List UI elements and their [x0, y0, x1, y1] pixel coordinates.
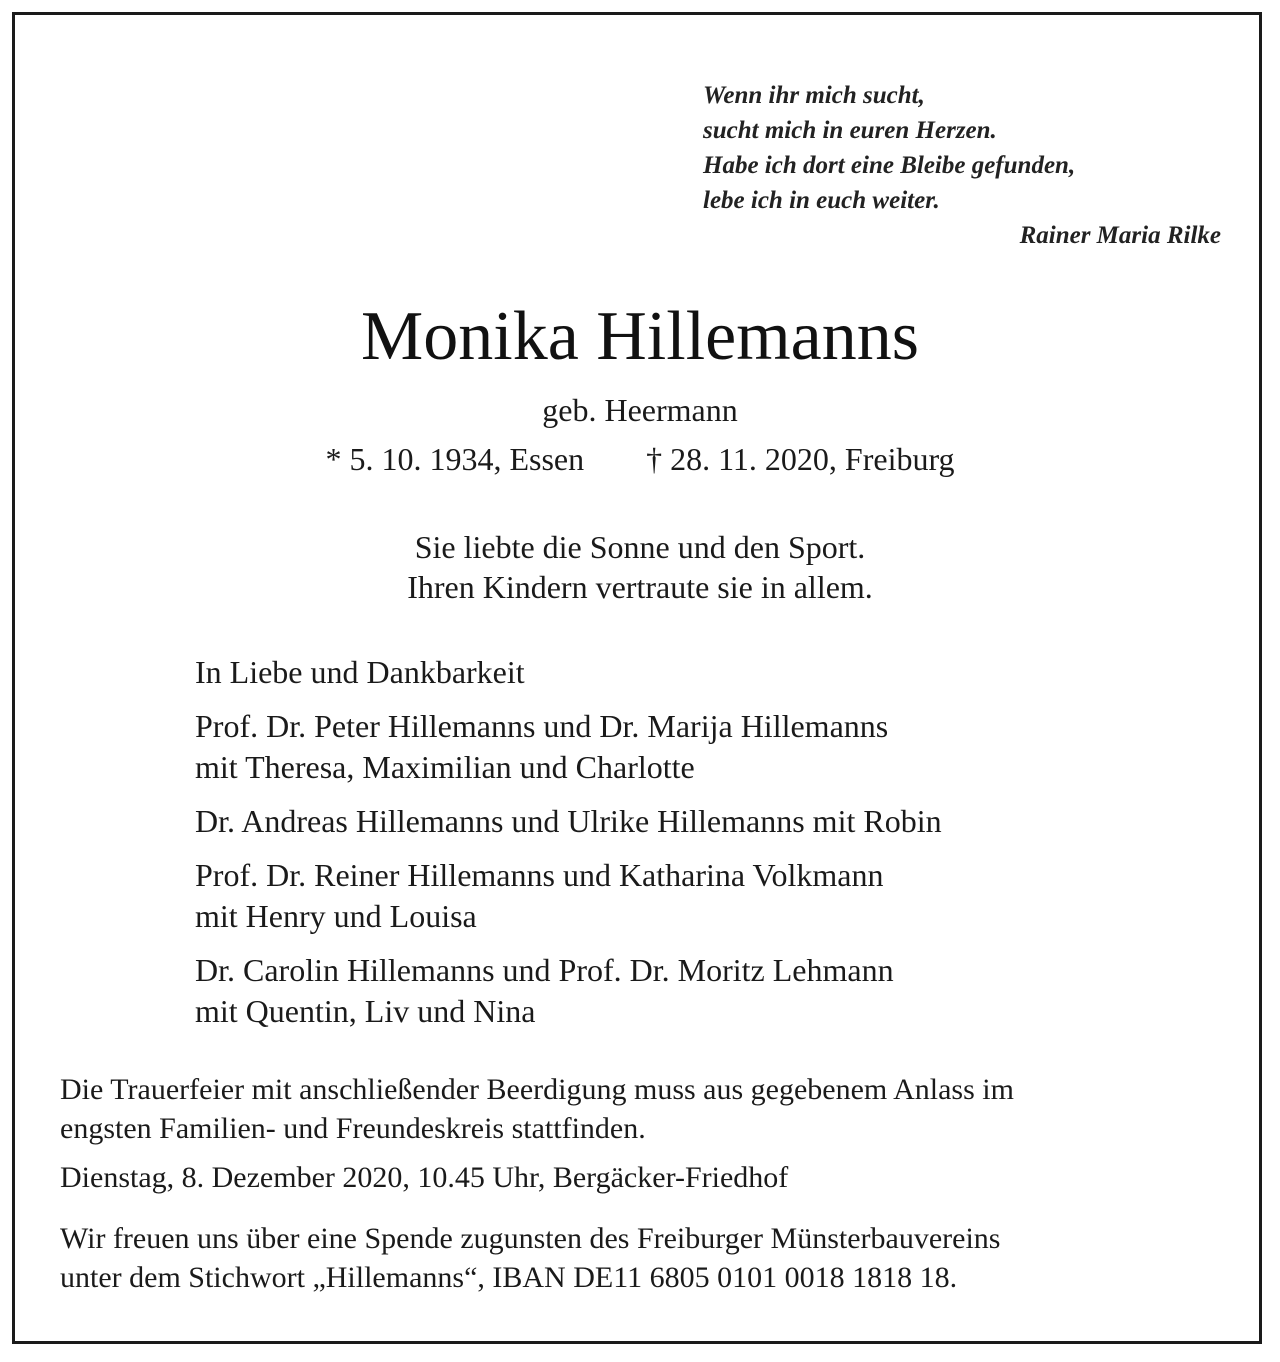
donation-line: Wir freuen uns über eine Spende zugunsten des Freiburger Münsterbauvereins — [60, 1222, 1001, 1255]
poem-line: sucht mich in euren Herzen. — [703, 117, 997, 144]
tagline — [0, 527, 1280, 607]
date-place-line: Dienstag, 8. Dezember 2020, 10.45 Uhr, Bergäcker-Friedhof — [60, 1161, 789, 1194]
tagline-line: Sie liebte die Sonne und den Sport. — [414, 529, 866, 565]
ceremony-date-place — [60, 1158, 1240, 1197]
ceremony-line: engsten Familien- und Freundeskreis stattfinden. — [60, 1112, 646, 1145]
family-line: mit Theresa, Maximilian und Charlotte — [195, 749, 695, 785]
family-group — [195, 855, 1195, 937]
maiden-name: geb. Heermann — [542, 392, 738, 428]
life-dates — [0, 439, 1280, 479]
family-group — [195, 950, 1195, 1032]
family-group — [195, 801, 1195, 842]
family-line: Prof. Dr. Peter Hillemanns und Dr. Marija Hillemanns — [195, 708, 889, 744]
ceremony-info — [60, 1070, 1240, 1148]
family-list — [195, 652, 1195, 1045]
ceremony-line: Die Trauerfeier mit anschließender Beerdigung muss aus gegebenem Anlass im — [60, 1073, 1014, 1106]
poem-line: Habe ich dort eine Bleibe gefunden, — [703, 152, 1076, 179]
family-line: mit Quentin, Liv und Nina — [195, 993, 536, 1029]
poem-line: Wenn ihr mich sucht, — [703, 82, 925, 109]
poem-quote — [703, 78, 1223, 253]
funeral-notice — [60, 1070, 1240, 1307]
deceased-name: Monika Hillemanns — [361, 298, 919, 375]
family-line: Dr. Andreas Hillemanns und Ulrike Hillemanns mit Robin — [195, 803, 942, 839]
family-line: mit Henry und Louisa — [195, 898, 477, 934]
donation-line: unter dem Stichwort „Hillemanns“, IBAN DE11 6805 0101 0018 1818 18. — [60, 1261, 958, 1294]
donation-info — [60, 1219, 1240, 1297]
death-date: † 28. 11. 2020, Freiburg — [646, 441, 955, 477]
family-intro — [195, 652, 1195, 693]
poem-author: Rainer Maria Rilke — [1019, 222, 1221, 249]
tagline-line: Ihren Kindern vertraute sie in allem. — [407, 569, 873, 605]
birth-date: * 5. 10. 1934, Essen — [325, 441, 585, 477]
family-group — [195, 706, 1195, 788]
family-line: Prof. Dr. Reiner Hillemanns und Katharina Volkmann — [195, 857, 884, 893]
poem-line: lebe ich in euch weiter. — [703, 187, 940, 214]
family-intro-text: In Liebe und Dankbarkeit — [195, 654, 525, 690]
family-line: Dr. Carolin Hillemanns und Prof. Dr. Moritz Lehmann — [195, 952, 894, 988]
